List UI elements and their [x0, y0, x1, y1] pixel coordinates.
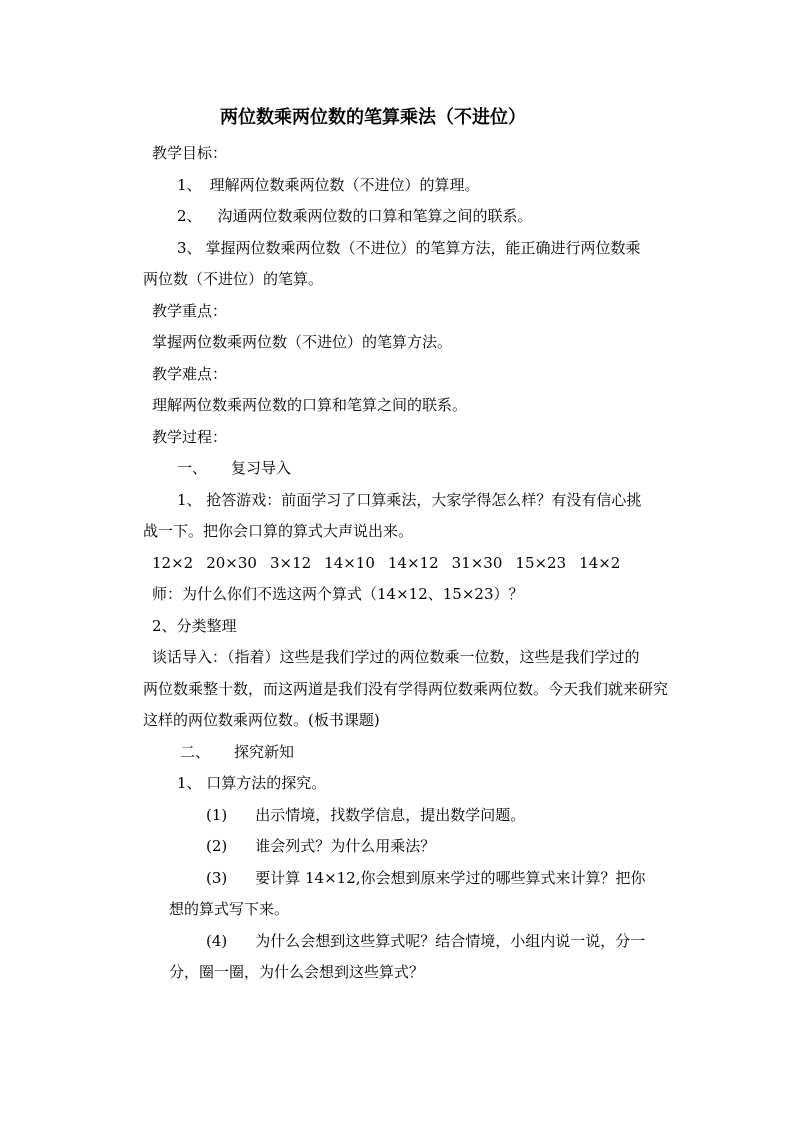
section-number: 一、 [177, 459, 208, 477]
section-title: 探究新知 [234, 743, 295, 761]
step-number: (3) [206, 869, 228, 887]
page-title: 两位数乘两位数的笔算乘法（不进位） [220, 107, 526, 128]
teacher-question: 师：为什么你们不选这两个算式（14×12、15×23）？ [152, 585, 524, 603]
objective-number: 2、 [177, 207, 202, 225]
expression: 12×2 [152, 554, 194, 572]
section-2-heading [180, 742, 294, 762]
expression: 15×23 [515, 554, 567, 572]
expression-list [152, 553, 620, 573]
step-text: 要计算 14×12,你会想到原来学过的哪些算式来计算？把你 [255, 869, 646, 887]
section-title: 复习导入 [231, 459, 292, 477]
key-points-heading: 教学重点： [152, 302, 228, 320]
section-1-heading [177, 458, 291, 478]
expression: 14×2 [579, 554, 621, 572]
difficulties-text: 理解两位数乘两位数的口算和笔算之间的联系。 [152, 396, 468, 414]
s1-item1-line1: 1、 抢答游戏：前面学习了口算乘法，大家学得怎么样？有没有信心挑 [177, 491, 642, 509]
s2-item1: 1、 口算方法的探究。 [177, 774, 327, 792]
objective-number: 1、 [177, 176, 202, 194]
objective-1 [177, 175, 480, 195]
expression: 14×12 [387, 554, 439, 572]
step-4 [206, 931, 645, 951]
objective-text: 掌握两位数乘两位数（不进位）的笔算方法，能正确进行两位数乘 [205, 239, 641, 257]
talk-line-1: 谈话导入：（指着）这些是我们学过的两位数乘一位数，这些是我们学过的 [152, 648, 640, 666]
process-heading: 教学过程： [152, 428, 228, 446]
expression: 31×30 [451, 554, 503, 572]
step-text: 出示情境，找数学信息，提出数学问题。 [255, 806, 526, 824]
objective-text: 理解两位数乘两位数（不进位）的算理。 [209, 176, 480, 194]
key-points-text: 掌握两位数乘两位数（不进位）的笔算方法。 [152, 333, 453, 351]
expression: 20×30 [206, 554, 257, 572]
talk-line-3: 这样的两位数乘两位数。(板书课题) [143, 711, 380, 729]
step-3 [206, 868, 646, 888]
objective-text: 沟通两位数乘两位数的口算和笔算之间的联系。 [217, 207, 533, 225]
step-number: (2) [206, 837, 228, 855]
expression: 3×12 [269, 554, 312, 572]
objective-3-continued: 两位数（不进位）的笔算。 [143, 270, 324, 288]
step-text: 谁会列式？为什么用乘法？ [255, 837, 436, 855]
objective-3 [177, 238, 641, 258]
step-2 [206, 836, 435, 856]
objective-2 [177, 206, 533, 226]
step-number: (4) [206, 932, 228, 950]
expression: 14×10 [324, 554, 375, 572]
s1-item2: 2、分类整理 [152, 617, 237, 635]
step-4-continued: 分，圈一圈，为什么会想到这些算式？ [169, 963, 425, 981]
step-1 [206, 805, 525, 825]
s1-item1-line2: 战一下。把你会口算的算式大声说出来。 [143, 522, 414, 540]
step-number: (1) [206, 806, 228, 824]
step-text: 为什么会想到这些算式呢？结合情境，小组内说一说，分一 [255, 932, 646, 950]
talk-line-2: 两位数乘整十数，而这两道是我们没有学得两位数乘两位数。今天我们就来研究 [143, 680, 669, 698]
section-number: 二、 [180, 743, 211, 761]
objectives-heading: 教学目标： [152, 144, 228, 162]
objective-number: 3、 [177, 239, 202, 257]
difficulties-heading: 教学难点： [152, 365, 228, 383]
step-3-continued: 想的算式写下来。 [169, 900, 290, 918]
